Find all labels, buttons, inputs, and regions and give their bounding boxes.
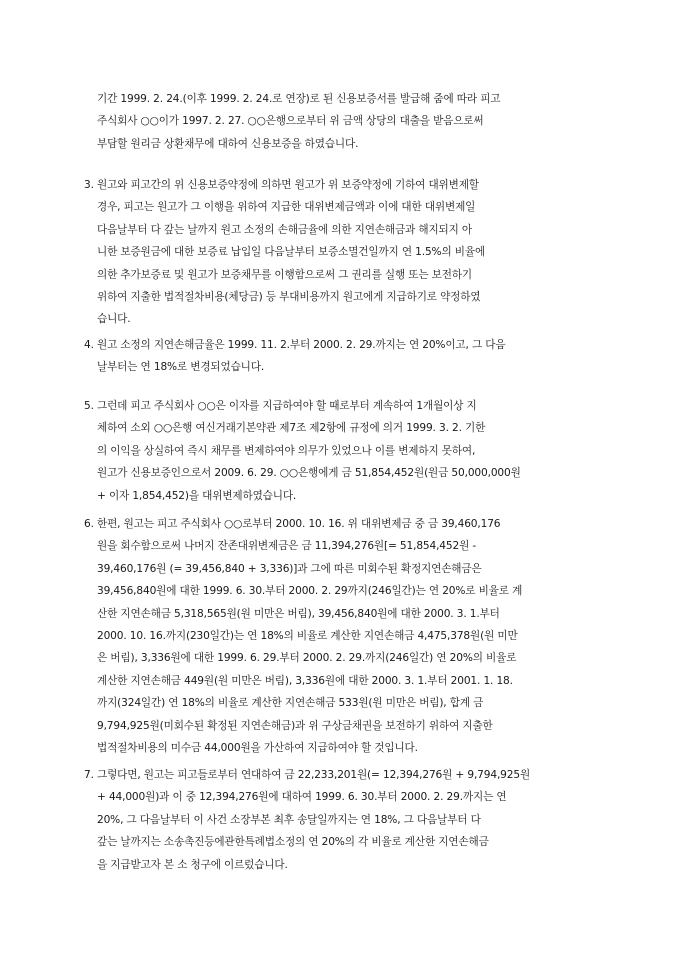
text-line: 원을 회수함으로써 나머지 잔존대위변제금은 금 11,394,276원[= 51,854,452원 -: [97, 540, 477, 553]
text-line: 20%, 그 다음날부터 이 사건 소장부본 최후 송달일까지는 연 18%, 그 다음날부터 다: [97, 813, 481, 826]
paragraph-number: 3.: [84, 179, 94, 191]
text-line: 습니다.: [97, 313, 131, 326]
text-line: 9,794,925원(미회수된 확정된 지연손해금)과 위 구상금채권을 보전하기 위하여 지출한: [97, 719, 493, 732]
text-line: 법적절차비용의 미수금 44,000원을 가산하여 지급하여야 할 것입니다.: [97, 741, 418, 754]
text-line: 39,456,840원에 대한 1999. 6. 30.부터 2000. 2. 29까지(246일간)는 연 20%로 비율로 계: [97, 585, 523, 598]
text-line: 은 버림), 3,336원에 대한 1999. 6. 29.부터 2000. 2. 29.까지(246일간) 연 20%의 비율로: [97, 652, 517, 665]
text-line: 계산한 지연손해금 449원(원 미만은 버림), 3,336원에 대한 2000. 3. 1.부터 2001. 1. 18.: [97, 674, 513, 687]
paragraph-number: 5.: [84, 400, 94, 412]
text-line: + 44,000원)과 이 중 12,394,276원에 대하여 1999. 6. 30.부터 2000. 2. 29.까지는 연: [97, 791, 507, 804]
text-line: 의한 추가보증료 및 원고가 보증채무를 이행함으로써 그 권리를 실행 또는 보전하기: [97, 268, 473, 281]
text-line: 까지(324일간) 연 18%의 비율로 계산한 지연손해금 533원(원 미만은 버림), 합계 금: [97, 697, 484, 710]
text-line: 그런데 피고 주식회사 ○○은 이자를 지급하여야 할 때로부터 계속하여 1개월이상 지: [97, 400, 477, 412]
text-line: 갚는 날까지는 소송촉진등에관한특례법소정의 연 20%의 각 비율로 계산한 지연손해금: [97, 836, 489, 849]
text-line: 니한 보증원금에 대한 보증료 납입일 다음날부터 보증소멸건일까지 연 1.5%의 비율에: [97, 246, 486, 259]
text-line: 다음날부터 다 갚는 날까지 원고 소정의 손해금율에 의한 지연손해금과 해지되지 아: [97, 223, 473, 236]
text-line: 주식회사 ○○이가 1997. 2. 27. ○○은행으로부터 위 금액 상당의 대출을 받음으로써: [97, 115, 484, 128]
text-line: 2000. 10. 16.까지(230일간)는 연 18%의 비율로 계산한 지연손해금 4,475,378원(원 미만: [97, 629, 518, 642]
paragraph-3: [84, 174, 644, 331]
paragraph-number: 6.: [84, 518, 94, 530]
text-line: 원고가 신용보증인으로서 2009. 6. 29. ○○은행에게 금 51,854,452원(원금 50,000,000원: [97, 467, 521, 480]
paragraph-number: 7.: [84, 769, 94, 781]
paragraph-2-continuation: [84, 88, 644, 155]
text-line: 산한 지연손해금 5,318,565원(원 미만은 버림), 39,456,840원에 대한 2000. 3. 1.부터: [97, 607, 500, 620]
text-line: 39,460,176원 (= 39,456,840 + 3,336)]과 그에 따른 미회수된 확정지연손해금은: [97, 562, 482, 575]
text-line: 날부터는 연 18%로 변경되었습니다.: [97, 361, 265, 374]
text-line: 체하여 소외 ○○은행 여신거래기본약관 제7조 제2항에 규정에 의거 1999. 3. 2. 기한: [97, 422, 486, 435]
text-line: + 이자 1,854,452)을 대위변제하였습니다.: [97, 489, 297, 502]
paragraph-5: [84, 395, 644, 507]
text-line: 을 지급받고자 본 소 청구에 이르렀습니다.: [97, 858, 288, 871]
text-line: 원고와 피고간의 위 신용보증약정에 의하면 원고가 위 보증약정에 기하여 대위변제할: [97, 179, 479, 191]
paragraph-number: 4.: [84, 339, 94, 351]
text-line: 그렇다면, 원고는 피고들로부터 연대하여 금 22,233,201원(= 12,394,276원 + 9,794,925원: [97, 769, 531, 781]
text-line: 의 이익을 상실하여 즉시 채무를 변제하여야 의무가 있었으나 이를 변제하지 못하여,: [97, 444, 476, 457]
paragraph-6: [84, 513, 644, 759]
text-line: 원고 소정의 지연손해금율은 1999. 11. 2.부터 2000. 2. 29.까지는 연 20%이고, 그 다음: [97, 339, 506, 351]
text-line: 기간 1999. 2. 24.(이후 1999. 2. 24.로 연장)로 된 신용보증서를 발급해 줌에 따라 피고: [97, 93, 501, 105]
paragraph-7: [84, 764, 644, 876]
text-line: 위하여 지출한 법적절차비용(체당금) 등 부대비용까지 원고에게 지급하기로 약정하였: [97, 290, 481, 303]
text-line: 부담할 원리금 상환채무에 대하여 신용보증을 하였습니다.: [97, 137, 359, 150]
text-line: 경우, 피고는 원고가 그 이행을 위하여 지급한 대위변제금액과 이에 대한 대위변제일: [97, 201, 476, 214]
paragraph-4: [84, 334, 644, 379]
text-line: 한편, 원고는 피고 주식회사 ○○로부터 2000. 10. 16. 위 대위변제금 중 금 39,460,176: [97, 518, 501, 530]
